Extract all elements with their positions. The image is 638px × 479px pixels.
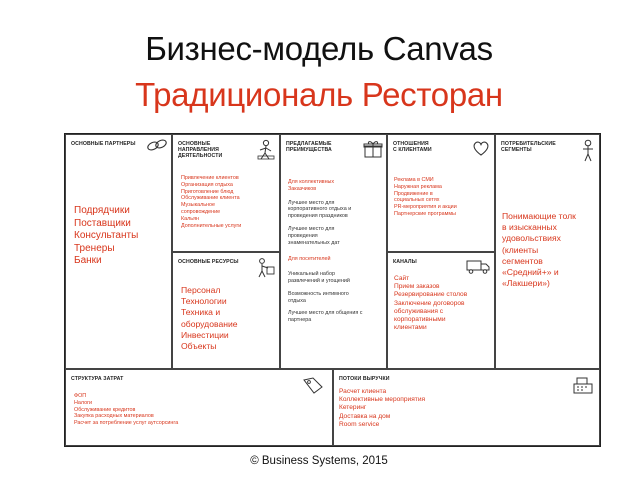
cost-structure-list (74, 393, 178, 427)
key-resources-heading: ОСНОВНЫЕ РЕСУРСЫ (178, 259, 239, 265)
truck-icon (466, 258, 490, 274)
list-item: Резервирование столов (394, 291, 468, 299)
list-item: корпоративными (394, 316, 446, 324)
list-item: Подрядчики (74, 205, 130, 216)
list-item: Тренеры (74, 242, 115, 254)
list-item: Расчет клиента (339, 388, 387, 395)
cash-register-icon (572, 375, 594, 395)
factory-worker-icon (255, 257, 275, 279)
list-item: Доставка на дом (339, 412, 391, 420)
group-title: Для коллективных (288, 179, 335, 185)
list-item: Уникальный набор (288, 271, 336, 278)
block-channels (387, 252, 495, 369)
list-item: оборудование (181, 318, 238, 329)
block-customer-segments (495, 134, 600, 369)
list-item: Банки (74, 255, 102, 267)
channels-heading: КАНАЛЫ (393, 259, 417, 265)
price-tag-icon (302, 376, 324, 394)
list-item: Коллективные мероприятия (339, 396, 426, 404)
list-item: Партнерские программы (394, 210, 456, 217)
list-item: Лучшее место для общения с (288, 310, 363, 317)
list-item: Налоги (74, 399, 93, 406)
page-subtitle: Традициональ Ресторан (135, 76, 503, 113)
list-item: Инвестиции (181, 329, 229, 340)
page-title: Бизнес-модель Canvas (145, 30, 493, 67)
list-item: Привлечение клиентов (181, 175, 239, 181)
list-item: сопровождение (181, 208, 221, 215)
list-item: удовольствиях (502, 233, 561, 244)
list-item: проведения (288, 232, 318, 239)
list-item: Закупка расходных материалов (74, 413, 154, 420)
block-key-partners (65, 134, 172, 369)
revenue-streams-list (339, 388, 425, 429)
list-item: обслуживания с (394, 307, 444, 315)
block-cost-structure (65, 369, 333, 446)
list-item: Лучшее место для (288, 225, 335, 232)
customer-relationships-list (394, 177, 457, 218)
heart-icon (472, 140, 490, 156)
copyright-footer: © Business Systems, 2015 (250, 455, 388, 467)
key-partners-heading: ОСНОВНЫЕ ПАРТНЕРЫ (71, 141, 136, 147)
list-item: Продвижение в (394, 190, 433, 197)
block-customer-relationships (387, 134, 495, 252)
block-revenue-streams (333, 369, 600, 446)
list-item: «Лакшери») (502, 278, 550, 289)
cost-structure-heading: СТРУКТУРА ЗАТРАТ (71, 376, 124, 382)
channels-list (394, 275, 467, 332)
list-item: Наружная реклама (394, 183, 442, 190)
list-item: отдыха (288, 297, 306, 304)
list-item: корпоративного отдыха и (288, 206, 352, 213)
list-item: развлечений и угощений (288, 277, 350, 284)
list-item: Поставщики (74, 217, 131, 229)
value-propositions-content (288, 179, 363, 324)
list-item: клиентами (394, 324, 427, 332)
list-item: Обслуживание кредитов (74, 406, 136, 413)
list-item: Музыкальное (181, 202, 215, 209)
list-item: Расчет за потребление услуг аутсорсинга (74, 420, 179, 427)
chain-links-icon (146, 138, 168, 152)
list-item: PR-мероприятия и акции (394, 204, 457, 211)
list-item: «Средний+» и (502, 267, 559, 278)
list-item: знаменательных дат (288, 239, 340, 246)
block-key-resources (172, 252, 280, 369)
list-item: Реклама в СМИ (394, 177, 434, 183)
list-item: (клиенты (502, 244, 539, 255)
list-item: Технологии (181, 296, 227, 307)
list-item: социальных сетях (394, 197, 440, 204)
list-item: в изысканных (502, 222, 557, 233)
list-item: сегментов (502, 255, 543, 266)
list-item: Кальян (181, 215, 199, 222)
list-item: проведения праздников (288, 213, 348, 220)
list-item: Сайт (394, 275, 410, 282)
block-value-propositions (280, 134, 387, 369)
key-resources-list (181, 285, 238, 352)
gift-icon (363, 139, 383, 159)
customer-segments-list (502, 211, 576, 289)
list-item: партнера (288, 317, 312, 324)
list-item: Кетеринг (339, 404, 367, 412)
list-item: Прием заказов (394, 283, 440, 291)
list-item: Заключение договоров (394, 299, 465, 307)
list-item: Консультанты (74, 230, 139, 242)
block-key-activities (172, 134, 280, 252)
group-title: Для посетителей (288, 256, 331, 263)
list-item: ФОП (74, 393, 87, 399)
customer-relationships-heading: ОТНОШЕНИЯ С КЛИЕНТАМИ (393, 141, 432, 153)
list-item: Обслуживание клиента (181, 195, 240, 202)
list-item: Персонал (181, 285, 221, 295)
business-model-canvas (64, 133, 601, 447)
key-partners-list (74, 205, 138, 268)
list-item: Дополнительные услуги (181, 222, 242, 229)
list-item: Понимающие толк (502, 211, 576, 221)
person-icon (580, 139, 596, 163)
group-title: Заказчиков (288, 185, 317, 192)
list-item: Приготовление блюд (181, 188, 234, 195)
list-item: Room service (339, 420, 380, 428)
list-item: Объекты (181, 341, 217, 352)
list-item: Возможность интимного (288, 290, 349, 297)
list-item: Лучшее место для (288, 199, 335, 206)
list-item: Организация отдыха (181, 181, 233, 188)
worker-icon (257, 139, 275, 161)
list-item: Техника и (181, 307, 221, 318)
revenue-streams-heading: ПОТОКИ ВЫРУЧКИ (339, 376, 390, 382)
value-propositions-heading: ПРЕДЛАГАЕМЫЕ ПРЕИМУЩЕСТВА (286, 141, 332, 153)
key-activities-heading: ОСНОВНЫЕ НАПРАВЛЕНИЯ ДЕЯТЕЛЬНОСТИ (178, 141, 223, 159)
customer-segments-heading: ПОТРЕБИТЕЛЬСКИЕ СЕГМЕНТЫ (501, 141, 556, 153)
key-activities-list (181, 175, 241, 229)
